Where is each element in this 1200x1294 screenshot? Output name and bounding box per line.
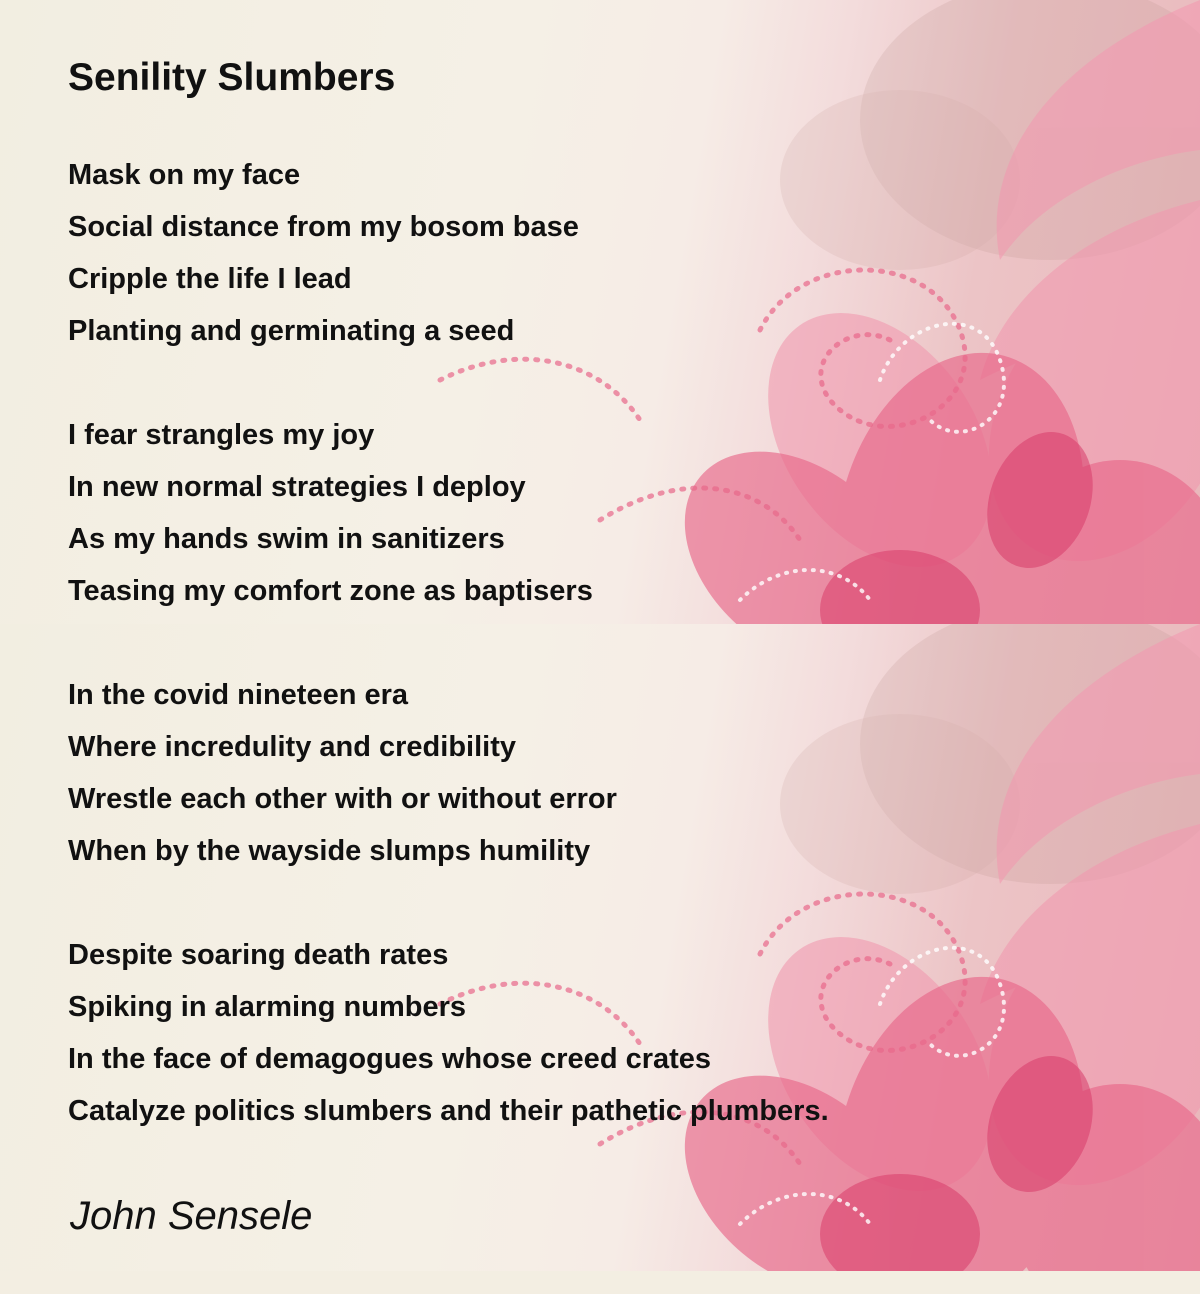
poem-author: John Sensele: [70, 1194, 313, 1238]
poem-line: Cripple the life I lead: [68, 263, 352, 295]
stanza-4: [68, 929, 829, 1137]
stanza-3: [68, 669, 617, 877]
stanza-1: [68, 149, 579, 357]
poem-line: Mask on my face: [68, 159, 301, 191]
poem-line: Social distance from my bosom base: [68, 211, 579, 243]
poem-line: Catalyze politics slumbers and their pathetic plumbers.: [68, 1095, 829, 1127]
poem-line: When by the wayside slumps humility: [68, 835, 591, 867]
poem-line: Planting and germinating a seed: [68, 315, 515, 347]
poem-line: Despite soaring death rates: [68, 939, 449, 971]
poem-line: Teasing my comfort zone as baptisers: [68, 575, 593, 607]
poem-line: As my hands swim in sanitizers: [68, 523, 505, 555]
poem-line: Spiking in alarming numbers: [68, 991, 467, 1023]
stanza-2: [68, 409, 593, 617]
poem-line: I fear strangles my joy: [68, 419, 375, 451]
poem-title: Senility Slumbers: [68, 56, 396, 99]
poem-line: In new normal strategies I deploy: [68, 471, 526, 503]
poem-line: In the face of demagogues whose creed crates: [68, 1043, 712, 1075]
poem-line: Where incredulity and credibility: [68, 731, 516, 763]
poem-line: In the covid nineteen era: [68, 679, 409, 711]
poem-line: Wrestle each other with or without error: [68, 783, 617, 815]
